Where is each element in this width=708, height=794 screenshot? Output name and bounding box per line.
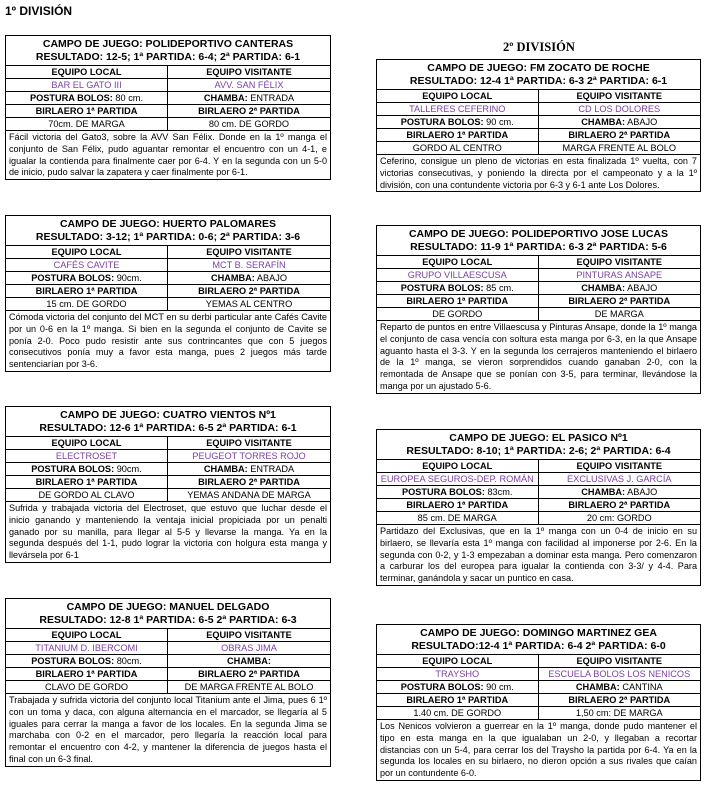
match-details [6, 628, 330, 694]
birlaero-2-value: 80 cm. DE GORDO [168, 118, 330, 131]
equipo-visitante [168, 259, 330, 272]
chamba [168, 463, 330, 476]
match-description: Trabajada y sufrida victoria del conjunto local Titanium ante el Jima, pues 6 1º con un toma y daca, con alguna alternancia en el marcador, se llegaría al 5 iguales para cerrar la manga a favor de los locales. En la segunda Jima se marchaba con 0-2 en el marcador, pero llegaría la reacción local para remontar el encuentro con 4-2, y mantener la diferencia de juegos hasta el final con un 6-3 final. [9, 695, 327, 764]
chamba-label: CHAMBA: [210, 273, 255, 283]
match-details [377, 255, 700, 321]
chamba-value: ENTRADA [250, 464, 295, 474]
equipo-visitante-label: EQUIPO VISITANTE [168, 66, 330, 79]
chamba [539, 116, 701, 129]
visitante-team-name: EXCLUSIVAS J. GARCÍA [567, 474, 672, 484]
equipo-visitante-label: EQUIPO VISITANTE [168, 437, 330, 450]
chamba-label: CHAMBA: [581, 487, 626, 497]
equipo-visitante-label: EQUIPO VISITANTE [539, 655, 701, 668]
birlaero-2-label: BIRLAERO 2ª PARTIDA [539, 129, 701, 142]
birlaero-1-value: 85 cm. DE MARGA [377, 512, 539, 525]
match-details [6, 245, 330, 311]
campo-de-juego: CAMPO DE JUEGO: CUATRO VIENTOS Nº1 [60, 409, 276, 421]
local-team-name: ELECTROSET [55, 451, 118, 461]
campo-de-juego: CAMPO DE JUEGO: MANUEL DELGADO [66, 601, 270, 613]
local-team-name: TRAYSHO [435, 669, 480, 679]
match-card [376, 59, 701, 192]
equipo-local [377, 473, 539, 486]
postura-value: 80cm. [116, 656, 142, 666]
equipo-local-label: EQUIPO LOCAL [6, 246, 168, 259]
equipo-visitante [539, 269, 701, 282]
birlaero-1-label: BIRLAERO 1ª PARTIDA [6, 105, 168, 118]
equipo-local-label: EQUIPO LOCAL [377, 460, 539, 473]
birlaero-1-value: CLAVO DE GORDO [6, 681, 168, 694]
chamba [539, 681, 701, 694]
resultado: RESULTADO: 3-12; 1ª PARTIDA: 0-6; 2ª PARTIDA: 3-6 [35, 231, 301, 243]
resultado: RESULTADO:12-4 1ª PARTIDA: 6-4 2ª PARTIDA: 6-0 [411, 640, 666, 652]
postura-label: POSTURA BOLOS: [30, 93, 113, 103]
equipo-local-label: EQUIPO LOCAL [377, 256, 539, 269]
postura-value: 83cm. [487, 487, 513, 497]
equipo-visitante-label: EQUIPO VISITANTE [168, 246, 330, 259]
equipo-visitante [168, 79, 330, 92]
match-details [377, 459, 700, 525]
postura-value: 80 cm. [115, 93, 143, 103]
chamba [168, 92, 330, 105]
birlaero-2-value: 1,50 cm: DE MARGA [539, 707, 701, 720]
chamba-label: CHAMBA: [227, 656, 271, 666]
postura-bolos [377, 116, 539, 129]
chamba-value: ABAJO [627, 487, 658, 497]
chamba [168, 272, 330, 285]
equipo-local [6, 259, 168, 272]
division-1-title: 1º DIVISIÓN [5, 4, 73, 18]
campo-de-juego: CAMPO DE JUEGO: FM ZOCATO DE ROCHE [427, 62, 650, 74]
birlaero-2-value: 20 cm: GORDO [539, 512, 701, 525]
local-team-name: GRUPO VILLAESCUSA [407, 270, 507, 280]
birlaero-1-value: DE GORDO [377, 308, 539, 321]
birlaero-2-label: BIRLAERO 2ª PARTIDA [168, 668, 330, 681]
chamba-value: ENTRADA [250, 93, 295, 103]
equipo-visitante [539, 473, 701, 486]
chamba-label: CHAMBA: [203, 93, 248, 103]
chamba [539, 282, 701, 295]
resultado: RESULTADO: 11-9 1ª PARTIDA: 6-3 2ª PARTIDA: 5-6 [410, 241, 667, 253]
visitante-team-name: AVV. SAN FÉLIX [214, 80, 284, 90]
match-description: Ceferino, consigue un pleno de victorias en esta finalizada 1º vuelta, con 7 victorias consecutivas, y poniendo la directa por el campeonato y a la 1º división, con una contundente victoria por 6-3 y 6-1 ante Los Dolores. [380, 156, 697, 190]
birlaero-2-label: BIRLAERO 2ª PARTIDA [539, 295, 701, 308]
birlaero-1-value: DE GORDO AL CLAVO [6, 489, 168, 502]
birlaero-1-label: BIRLAERO 1ª PARTIDA [377, 499, 539, 512]
match-card [376, 624, 701, 781]
postura-bolos [377, 486, 539, 499]
birlaero-2-label: BIRLAERO 2ª PARTIDA [168, 105, 330, 118]
equipo-local-label: EQUIPO LOCAL [377, 655, 539, 668]
equipo-visitante-label: EQUIPO VISITANTE [539, 90, 701, 103]
match-card [376, 429, 701, 586]
birlaero-1-value: 70cm. DE MARGA [6, 118, 168, 131]
equipo-visitante-label: EQUIPO VISITANTE [539, 460, 701, 473]
chamba-label: CHAMBA: [581, 283, 626, 293]
equipo-local [6, 642, 168, 655]
equipo-visitante [539, 668, 701, 681]
birlaero-2-value: YEMAS ANDANA DE MARGA [168, 489, 330, 502]
local-team-name: EUROPEA SEGUROS-DEP. ROMÁN [380, 474, 534, 484]
birlaero-1-label: BIRLAERO 1ª PARTIDA [6, 285, 168, 298]
birlaero-2-label: BIRLAERO 2ª PARTIDA [539, 499, 701, 512]
chamba [539, 486, 701, 499]
match-card [5, 406, 331, 563]
equipo-visitante [539, 103, 701, 116]
match-card [5, 215, 331, 372]
chamba-label: CHAMBA: [581, 117, 626, 127]
postura-bolos [6, 92, 168, 105]
postura-label: POSTURA BOLOS: [400, 682, 484, 692]
match-details [6, 65, 330, 131]
postura-bolos [6, 655, 168, 668]
equipo-local [6, 79, 168, 92]
birlaero-1-label: BIRLAERO 1ª PARTIDA [6, 668, 168, 681]
postura-label: POSTURA BOLOS: [402, 487, 485, 497]
local-team-name: BAR EL GATO III [51, 80, 122, 90]
division-2-title: 2º DIVISIÓN [503, 40, 575, 54]
postura-label: POSTURA BOLOS: [31, 464, 115, 474]
campo-de-juego: CAMPO DE JUEGO: POLIDEPORTIVO CANTERAS [42, 38, 294, 50]
chamba-value: ABAJO [256, 273, 288, 283]
postura-bolos [377, 681, 539, 694]
chamba-value: ABAJO [627, 117, 658, 127]
match-details [6, 436, 330, 502]
postura-value: 90 cm. [486, 117, 514, 127]
postura-value: 90 cm. [486, 682, 514, 692]
birlaero-1-label: BIRLAERO 1ª PARTIDA [377, 295, 539, 308]
postura-bolos [6, 272, 168, 285]
visitante-team-name: MCT B. SERAFÍN [212, 260, 286, 270]
birlaero-1-value: 1.40 cm. DE GORDO [377, 707, 539, 720]
equipo-local-label: EQUIPO LOCAL [377, 90, 539, 103]
equipo-local [377, 668, 539, 681]
postura-value: 85 cm. [486, 283, 514, 293]
resultado: RESULTADO: 8-10; 1ª PARTIDA: 2-6; 2ª PARTIDA: 6-4 [406, 445, 671, 457]
campo-de-juego: CAMPO DE JUEGO: HUERTO PALOMARES [59, 218, 277, 230]
match-description: Partidazo del Exclusivas, que en la 1º manga con un 0-4 de inicio en su birlaero, se llevaría esta 1º manga con facilidad al imponerse por 2-6. En la segunda con 0-2, y 1-3 empezaban a dominar esta manga. Pero comenzaron a carburar los del europea para igualar la contienda con 3-3/ y 4-4. Para terminar, ganándola y sacar un puntico en casa. [380, 526, 697, 584]
birlaero-1-label: BIRLAERO 1ª PARTIDA [377, 694, 539, 707]
postura-bolos [377, 282, 539, 295]
equipo-local [377, 103, 539, 116]
resultado: RESULTADO: 12-5; 1ª PARTIDA: 6-4; 2ª PARTIDA: 6-1 [35, 51, 301, 63]
campo-de-juego: CAMPO DE JUEGO: EL PASICO Nº1 [449, 432, 628, 444]
chamba-value: CANTINA [622, 682, 663, 692]
birlaero-2-value: DE MARGA [539, 308, 701, 321]
chamba-label: CHAMBA: [203, 464, 248, 474]
equipo-local-label: EQUIPO LOCAL [6, 629, 168, 642]
equipo-visitante [168, 642, 330, 655]
birlaero-2-label: BIRLAERO 2ª PARTIDA [168, 476, 330, 489]
equipo-visitante-label: EQUIPO VISITANTE [539, 256, 701, 269]
postura-label: POSTURA BOLOS: [400, 117, 484, 127]
match-details [377, 654, 700, 720]
postura-value: 90cm. [116, 464, 142, 474]
match-description: Fácil victoria del Gato3, sobre la AVV San Félix. Donde en la 1º manga el conjunto de San Félix, pudo aguantar remontar el encuentro con un 4-1, e igualar la contienda para finalmente caer por 6-4. Y en la segunda con un 5-0 de inicio, pudo salvar la zapatera y caer finalmente por 6-1. [9, 132, 327, 178]
match-description: Sufrida y trabajada victoria del Electroset, que estuvo que luchar desde el inicio ganando y manteniendo la ventaja inicial propiciada por un penalti ganado por su manilla, para llegar al 5-5 y llevarse la manga. Ya en la segunda después del 1-1, pudo lograr la victoria con holgura esta manga y llevársela por 6-1 [9, 503, 327, 561]
match-details [377, 89, 700, 155]
visitante-team-name: ESCUELA BOLOS LOS NENICOS [548, 669, 691, 679]
local-team-name: TITANIUM D. IBERCOMI [35, 643, 138, 653]
postura-bolos [6, 463, 168, 476]
equipo-local-label: EQUIPO LOCAL [6, 66, 168, 79]
birlaero-2-value: MARGA FRENTE AL BOLO [539, 142, 701, 155]
birlaero-2-label: BIRLAERO 2ª PARTIDA [168, 285, 330, 298]
birlaero-2-label: BIRLAERO 2ª PARTIDA [539, 694, 701, 707]
postura-value: 90cm. [116, 273, 142, 283]
visitante-team-name: CD LOS DOLORES [578, 104, 661, 114]
visitante-team-name: OBRAS JIMA [221, 643, 277, 653]
match-card [5, 598, 331, 767]
match-description: Reparto de puntos en entre Villaescusa y Pinturas Ansape, donde la 1º manga el conjunto de casa vencía con soltura esta manga por 6-3, en la que Ansape aguanto hasta el 3-3. Y en la segunda los cerrajeros manteniendo el birlaero de la 1º manga, se vieron sorprendidos cuando ganaban 2-0, con la remontada de Ansape que se ponían con 3-5, para terminar, llevándose la manga por un ajustado 5-6. [380, 322, 697, 391]
resultado: RESULTADO: 12-6 1ª PARTIDA: 6-5 2ª PARTIDA: 6-1 [39, 422, 297, 434]
campo-de-juego: CAMPO DE JUEGO: DOMINGO MARTINEZ GEA [420, 627, 657, 639]
postura-label: POSTURA BOLOS: [400, 283, 484, 293]
local-team-name: TALLERES CEFERINO [409, 104, 506, 114]
birlaero-1-label: BIRLAERO 1ª PARTIDA [6, 476, 168, 489]
equipo-local [6, 450, 168, 463]
campo-de-juego: CAMPO DE JUEGO: POLIDEPORTIVO JOSE LUCAS [408, 228, 669, 240]
birlaero-2-value: DE MARGA FRENTE AL BOLO [168, 681, 330, 694]
birlaero-2-value: YEMAS AL CENTRO [168, 298, 330, 311]
postura-label: POSTURA BOLOS: [31, 656, 115, 666]
local-team-name: CAFÉS CAVITE [53, 260, 120, 270]
birlaero-1-label: BIRLAERO 1ª PARTIDA [377, 129, 539, 142]
chamba-value: ABAJO [627, 283, 658, 293]
match-description: Cómoda victoria del conjunto del MCT en su derbi particular ante Cafés Cavite por un 0-6 en la 1º manga. Si bien en la segunda el conjunto de Cavite se ponía 2-0. Poco pudo resistir ante sus contrincantes que con 5 juegos consecutivos ponía muy a favor esta manga, pues 2 juegos más tarde sentenciarían por 3-6. [9, 312, 327, 370]
match-card [5, 35, 331, 180]
visitante-team-name: PEUGEOT TORRES ROJO [192, 451, 306, 461]
chamba-label: CHAMBA: [575, 682, 620, 692]
equipo-visitante-label: EQUIPO VISITANTE [168, 629, 330, 642]
match-card [376, 225, 701, 394]
match-description: Los Nenicos volvieron a guerrear en la 1º manga, donde pudo mantener el tipo en esta manga en la que igualaban un 2-0, y llegaban a recortar distancias con un 5-4, para cerrar los del Traysho la partida por 6-4. Ya en la segunda los locales en su birlaero, no dieron opción a sus rivales que caían por un contundente 6-0. [380, 721, 697, 779]
equipo-local-label: EQUIPO LOCAL [6, 437, 168, 450]
equipo-local [377, 269, 539, 282]
postura-label: POSTURA BOLOS: [31, 273, 115, 283]
birlaero-1-value: 15 cm. DE GORDO [6, 298, 168, 311]
equipo-visitante [168, 450, 330, 463]
chamba [168, 655, 330, 668]
visitante-team-name: PINTURAS ANSAPE [576, 270, 663, 280]
resultado: RESULTADO: 12-4 1ª PARTIDA: 6-3 2ª PARTIDA: 6-1 [409, 75, 668, 87]
resultado: RESULTADO: 12-8 1ª PARTIDA: 6-5 2ª PARTIDA: 6-3 [39, 614, 297, 626]
birlaero-1-value: GORDO AL CENTRO [377, 142, 539, 155]
